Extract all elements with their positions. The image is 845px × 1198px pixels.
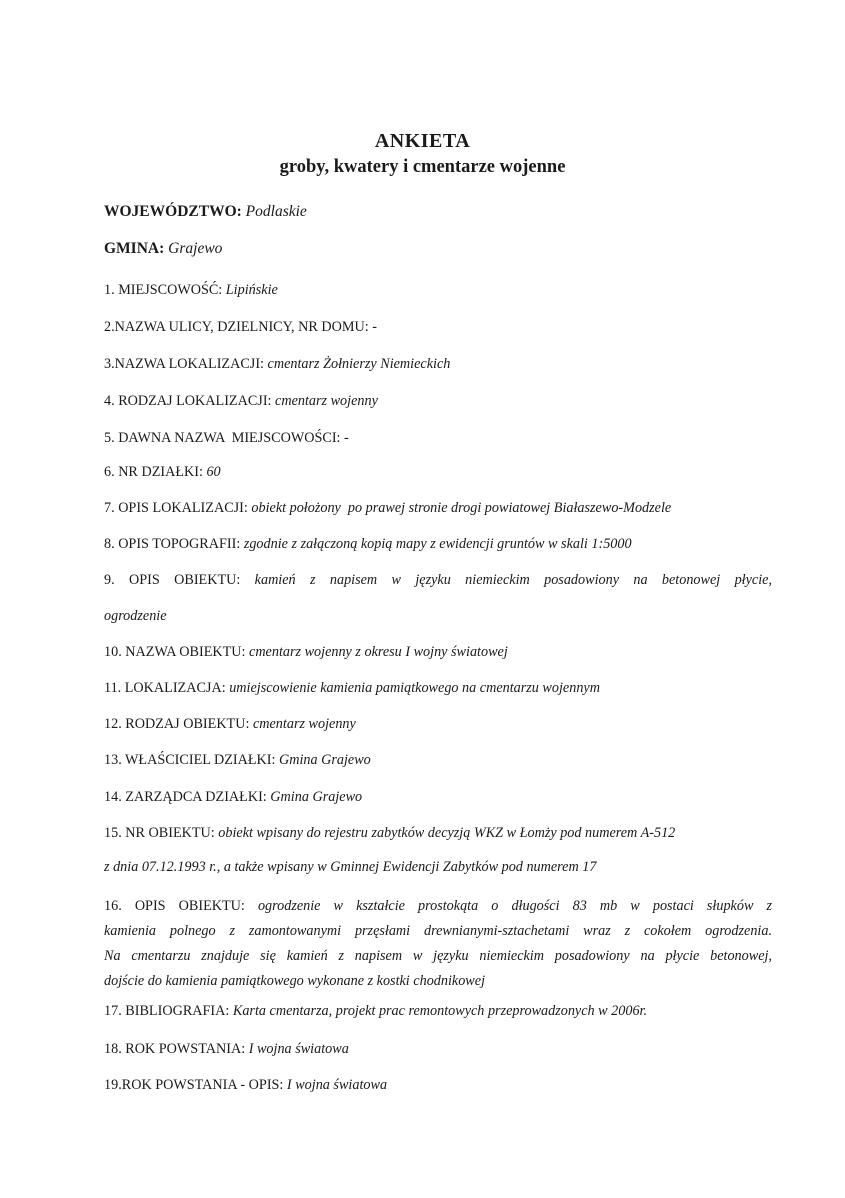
field-label: 18. ROK POWSTANIA: <box>104 1041 246 1057</box>
field-value: ogrodzenie w kształcie prostokąta o długości 83 mb w postaci słupków z <box>257 898 773 914</box>
field-label: WOJEWÓDZTWO: <box>104 203 242 220</box>
field-value: Gmina Grajewo <box>278 752 371 768</box>
field-label: 10. NAZWA OBIEKTU: <box>104 644 246 660</box>
field-6 <box>104 463 221 481</box>
field-value: kamień z napisem w języku niemieckim posadowiony na betonowej płycie, <box>254 572 772 588</box>
field-value: dojście do kamienia pamiątkowego wykonane z kostki chodnikowej <box>104 973 486 989</box>
field-label: 19.ROK POWSTANIA - OPIS: <box>104 1077 284 1093</box>
field-14 <box>104 788 362 806</box>
field-label: 6. NR DZIAŁKI: <box>104 464 203 480</box>
field-value: ogrodzenie <box>104 608 167 624</box>
field-value: I wojna światowa <box>286 1077 388 1093</box>
field-2 <box>104 318 377 336</box>
field-9-cont <box>104 607 167 625</box>
field-11 <box>104 679 600 697</box>
field-value: obiekt wpisany do rejestru zabytków decyzją WKZ w Łomży pod numerem A-512 <box>218 825 676 841</box>
field-label: 5. DAWNA NAZWA MIEJSCOWOŚCI: - <box>104 430 349 446</box>
field-15-cont <box>104 858 596 876</box>
field-value: cmentarz wojenny z okresu I wojny światowej <box>249 644 508 660</box>
field-value: Gmina Grajewo <box>270 789 363 805</box>
field-label: 13. WŁAŚCICIEL DZIAŁKI: <box>104 752 276 768</box>
field-label: 16. OPIS OBIEKTU: <box>104 898 245 914</box>
field-17 <box>104 1002 647 1020</box>
field-label: 7. OPIS LOKALIZACJI: <box>104 500 248 516</box>
field-9 <box>104 571 772 589</box>
field-label: 8. OPIS TOPOGRAFII: <box>104 536 241 552</box>
field-label: GMINA: <box>104 240 165 257</box>
field-19 <box>104 1076 387 1094</box>
field-label: 14. ZARZĄDCA DZIAŁKI: <box>104 789 267 805</box>
field-18 <box>104 1040 349 1058</box>
field-label: 11. LOKALIZACJA: <box>104 680 226 696</box>
field-value: Podlaskie <box>245 203 307 220</box>
field-value: umiejscowienie kamienia pamiątkowego na cmentarzu wojennym <box>229 680 600 696</box>
field-label: 12. RODZAJ OBIEKTU: <box>104 716 250 732</box>
field-wojewodztwo <box>104 203 307 221</box>
field-label: 3.NAZWA LOKALIZACJI: <box>104 356 264 372</box>
document-subtitle: groby, kwatery i cmentarze wojenne <box>279 157 566 177</box>
field-12 <box>104 715 356 733</box>
field-value: Grajewo <box>168 240 223 257</box>
field-value: kamienia polnego z zamontowanymi przęsłami drewnianymi-sztachetami wraz z cokołem ogrodzenia. <box>104 923 772 939</box>
field-16-cont-2 <box>104 947 772 965</box>
field-1 <box>104 281 278 299</box>
field-label: 4. RODZAJ LOKALIZACJI: <box>104 393 272 409</box>
field-value: z dnia 07.12.1993 r., a także wpisany w Gminnej Ewidencji Zabytków pod numerem 17 <box>104 859 597 875</box>
field-16 <box>104 897 772 915</box>
field-label: 2.NAZWA ULICY, DZIELNICY, NR DOMU: - <box>104 319 377 335</box>
field-4 <box>104 392 378 410</box>
field-5 <box>104 429 349 447</box>
field-value: 60 <box>206 464 221 480</box>
field-7 <box>104 499 671 517</box>
field-label: 9. OPIS OBIEKTU: <box>104 572 241 588</box>
field-value: Karta cmentarza, projekt prac remontowych przeprowadzonych w 2006r. <box>232 1003 648 1019</box>
field-label: 1. MIEJSCOWOŚĆ: <box>104 282 223 298</box>
field-value: obiekt położony po prawej stronie drogi powiatowej Białaszewo-Modzele <box>251 500 672 516</box>
field-label: 17. BIBLIOGRAFIA: <box>104 1003 230 1019</box>
field-value: cmentarz wojenny <box>275 393 378 409</box>
field-value: cmentarz Żołnierzy Niemieckich <box>267 356 451 372</box>
field-15 <box>104 824 675 842</box>
field-value: Lipińskie <box>225 282 278 298</box>
field-value: I wojna światowa <box>248 1041 349 1057</box>
field-value: cmentarz wojenny <box>252 716 356 732</box>
field-3 <box>104 355 450 373</box>
field-gmina <box>104 240 222 258</box>
field-10 <box>104 643 508 661</box>
field-16-cont-3 <box>104 972 485 990</box>
field-13 <box>104 751 371 769</box>
field-8 <box>104 535 632 553</box>
field-16-cont-1 <box>104 922 772 940</box>
field-value: zgodnie z załączoną kopią mapy z ewidencji gruntów w skali 1:5000 <box>243 536 632 552</box>
document-title: ANKIETA <box>374 130 471 152</box>
field-label: 15. NR OBIEKTU: <box>104 825 215 841</box>
field-value: Na cmentarzu znajduje się kamień z napisem w języku niemieckim posadowiony na płycie betonowej, <box>104 948 772 964</box>
